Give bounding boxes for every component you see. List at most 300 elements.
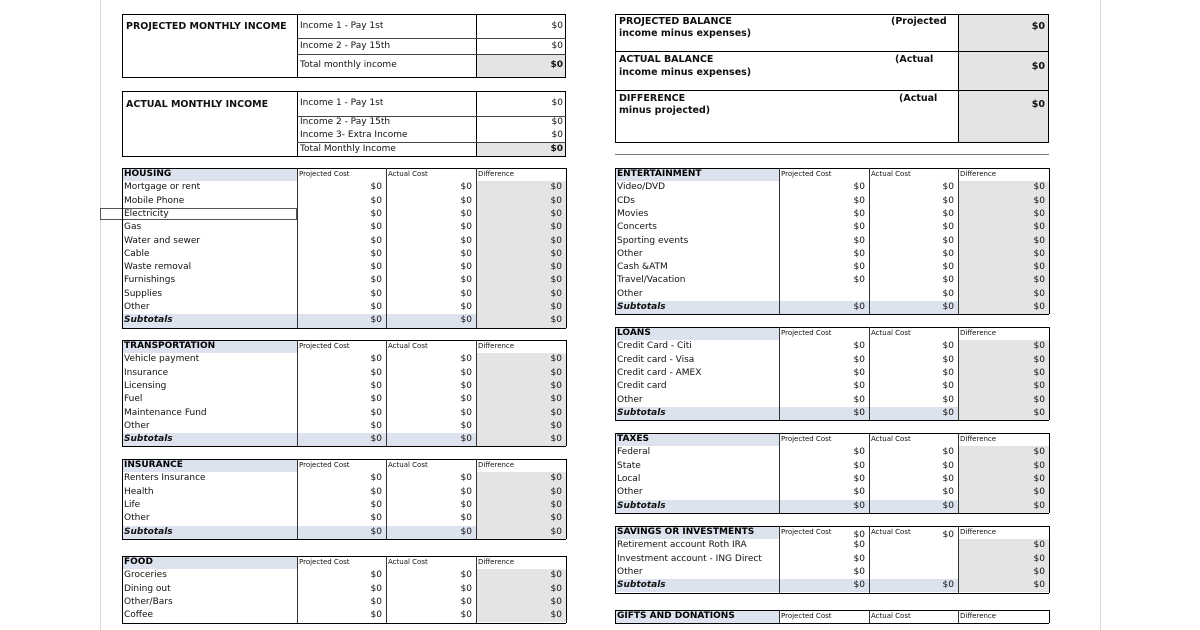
actual-cost-value[interactable]: $0 (460, 288, 472, 299)
table-border (1049, 327, 1050, 420)
expense-label[interactable]: Furnishings (124, 275, 176, 286)
column-divider (779, 327, 780, 420)
projected-cost-value[interactable]: $0 (370, 195, 382, 206)
expense-label[interactable]: Cash &ATM (617, 262, 668, 273)
difference-value: $0 (1033, 553, 1045, 564)
difference-value: $0 (1033, 262, 1045, 273)
column-divider (476, 459, 477, 539)
expense-label[interactable]: Waste removal (124, 262, 192, 273)
actual-cost-value[interactable]: $0 (942, 341, 954, 352)
difference-value: $0 (1033, 341, 1045, 352)
expense-label[interactable]: Gas (124, 222, 142, 233)
actual-income-3-value[interactable]: $0 (551, 130, 563, 140)
actual-cost-value[interactable]: $0 (460, 583, 472, 594)
projected-cost-value[interactable]: $0 (853, 354, 865, 365)
column-divider (779, 526, 780, 593)
difference-value: $0 (1033, 381, 1045, 392)
expense-label[interactable]: CDs (617, 195, 635, 206)
projected-cost-value[interactable]: $0 (853, 394, 865, 405)
projected-cost-value[interactable]: $0 (853, 222, 865, 233)
section-title[interactable]: SAVINGS OR INVESTMENTS (617, 527, 755, 537)
difference-value: $0 (1033, 394, 1045, 405)
projected-cost-value[interactable]: $0 (370, 407, 382, 418)
actual-cost-value[interactable]: $0 (460, 248, 472, 259)
header-projected-value[interactable]: $0 (853, 530, 865, 540)
table-border (566, 459, 567, 539)
actual-cost-value[interactable]: $0 (460, 354, 472, 365)
difference-value: $0 (550, 195, 562, 206)
section-title[interactable]: FOOD (124, 557, 153, 567)
column-divider (869, 327, 870, 420)
section-bottom-rule (122, 539, 566, 540)
column-header-projected: Projected Cost (781, 435, 832, 443)
difference-value: $0 (1033, 473, 1045, 484)
expense-label[interactable]: Health (124, 486, 154, 497)
projected-balance-value: $0 (1031, 21, 1045, 32)
expense-label[interactable]: Other (617, 248, 643, 259)
projected-cost-value[interactable]: $0 (370, 235, 382, 246)
actual-balance-value: $0 (1031, 61, 1045, 72)
actual-cost-value[interactable]: $0 (460, 610, 472, 621)
actual-cost-value[interactable]: $0 (460, 275, 472, 286)
expense-label[interactable]: Credit card - AMEX (617, 367, 702, 378)
expense-label[interactable]: Video/DVD (617, 182, 666, 193)
projected-cost-value[interactable]: $0 (370, 182, 382, 193)
projected-cost-value[interactable]: $0 (853, 473, 865, 484)
subtotal-difference: $0 (1033, 302, 1045, 312)
actual-cost-value[interactable]: $0 (460, 195, 472, 206)
subtotal-projected: $0 (370, 434, 382, 445)
projected-income-1-value[interactable]: $0 (551, 21, 563, 31)
section-title[interactable]: ENTERTAINMENT (617, 169, 702, 179)
projected-income-title: PROJECTED MONTHLY INCOME (126, 21, 287, 32)
difference-value: $0 (550, 288, 562, 299)
projected-balance-line1: PROJECTED BALANCE (619, 16, 732, 27)
column-divider (476, 340, 477, 446)
column-divider (869, 610, 870, 623)
projected-balance-note: (Projected (891, 16, 947, 27)
column-header-actual: Actual Cost (388, 461, 428, 469)
actual-cost-value[interactable]: $0 (460, 235, 472, 246)
actual-cost-value[interactable]: $0 (942, 487, 954, 498)
difference-value: $0 (550, 610, 562, 621)
section-title[interactable]: INSURANCE (124, 460, 183, 470)
subtotal-actual: $0 (942, 407, 954, 418)
actual-cost-value[interactable]: $0 (460, 570, 472, 581)
column-header-actual: Actual Cost (871, 528, 911, 536)
actual-cost-value[interactable]: $0 (942, 447, 954, 458)
subtotal-label: Subtotals (124, 315, 173, 326)
expense-label[interactable]: Credit Card - Citi (617, 341, 692, 352)
expense-label[interactable]: Licensing (124, 380, 167, 391)
section-bottom-rule (122, 328, 566, 329)
subtotal-label: Subtotals (617, 407, 666, 418)
subtotal-projected: $0 (370, 315, 382, 326)
column-divider (869, 433, 870, 513)
projected-cost-value[interactable]: $0 (853, 235, 865, 246)
projected-cost-value[interactable]: $0 (853, 566, 865, 577)
difference-value: $0 (550, 499, 562, 510)
column-header-projected: Projected Cost (781, 170, 832, 178)
actual-income-total-value[interactable]: $0 (550, 144, 563, 154)
column-header-difference: Difference (960, 170, 997, 178)
column-divider (476, 556, 477, 623)
difference-value: $0 (1033, 566, 1045, 577)
actual-cost-value[interactable]: $0 (460, 182, 472, 193)
table-border (615, 327, 616, 420)
table-border (1049, 610, 1050, 623)
table-border (122, 168, 123, 328)
expense-label[interactable]: Concerts (617, 222, 657, 233)
difference-line1: DIFFERENCE (619, 93, 686, 104)
expense-label[interactable]: Travel/Vacation (617, 275, 686, 286)
expense-label[interactable]: Insurance (124, 367, 169, 378)
actual-cost-value[interactable]: $0 (942, 182, 954, 193)
difference-value: $0 (1033, 487, 1045, 498)
actual-balance-value-cell[interactable] (958, 51, 1049, 91)
table-border (1049, 526, 1050, 593)
expense-label[interactable]: Fuel (124, 394, 143, 405)
actual-income-2-label[interactable]: Income 2 - Pay 15th (300, 117, 391, 127)
expense-label[interactable]: Coffee (124, 610, 154, 621)
projected-cost-value[interactable]: $0 (370, 354, 382, 365)
actual-cost-value[interactable]: $0 (460, 486, 472, 497)
table-border (566, 556, 567, 623)
projected-income-total-value[interactable]: $0 (550, 60, 563, 70)
column-divider (958, 433, 959, 513)
projected-cost-value[interactable]: $0 (370, 513, 382, 524)
difference-value: $0 (1033, 275, 1045, 286)
actual-income-1-value[interactable]: $0 (551, 98, 563, 108)
difference-value: $0 (1033, 182, 1045, 193)
projected-cost-value[interactable]: $0 (370, 380, 382, 391)
projected-cost-value[interactable]: $0 (370, 486, 382, 497)
actual-cost-value[interactable]: $0 (460, 367, 472, 378)
section-title[interactable]: HOUSING (124, 169, 172, 179)
difference-value: $0 (1033, 288, 1045, 299)
column-divider (476, 168, 477, 328)
expense-label[interactable]: Other (124, 513, 150, 524)
column-header-projected: Projected Cost (299, 342, 350, 350)
section-title[interactable]: GIFTS AND DONATIONS (617, 611, 735, 621)
column-header-difference: Difference (960, 435, 997, 443)
difference-value: $0 (1031, 99, 1045, 110)
section-bottom-rule (615, 513, 1049, 514)
projected-cost-value[interactable]: $0 (370, 596, 382, 607)
projected-balance-cell[interactable] (615, 14, 959, 52)
column-header-difference: Difference (478, 342, 515, 350)
actual-cost-value[interactable]: $0 (942, 288, 954, 299)
projected-cost-value[interactable]: $0 (853, 367, 865, 378)
column-divider (958, 526, 959, 593)
table-border (566, 340, 567, 446)
projected-cost-value[interactable]: $0 (853, 208, 865, 219)
subtotal-actual: $0 (460, 526, 472, 537)
table-border (1049, 433, 1050, 513)
difference-cell[interactable] (615, 90, 959, 143)
actual-cost-value[interactable]: $0 (460, 473, 472, 484)
expense-label[interactable]: Dining out (124, 583, 171, 594)
expense-label[interactable]: Supplies (124, 288, 163, 299)
actual-income-1-label[interactable]: Income 1 - Pay 1st (300, 98, 384, 108)
expense-label[interactable]: Local (617, 473, 641, 484)
expense-label[interactable]: Other (617, 288, 643, 299)
expense-label[interactable]: Other (124, 302, 150, 312)
difference-value-cell[interactable] (958, 90, 1049, 143)
projected-cost-value[interactable]: $0 (853, 182, 865, 193)
projected-income-2-label[interactable]: Income 2 - Pay 15th (300, 41, 391, 51)
expense-label[interactable]: Investment account - ING Direct (617, 553, 762, 564)
projected-cost-value[interactable]: $0 (853, 341, 865, 352)
table-border (615, 610, 616, 623)
subtotal-difference: $0 (1033, 580, 1045, 591)
column-header-actual: Actual Cost (871, 612, 911, 620)
subtotal-label: Subtotals (617, 580, 666, 591)
difference-value: $0 (550, 394, 562, 405)
projected-income-title-cell[interactable] (122, 14, 298, 78)
actual-cost-value[interactable]: $0 (460, 302, 472, 312)
subtotal-label: Subtotals (124, 434, 173, 445)
actual-cost-value[interactable]: $0 (942, 381, 954, 392)
section-bottom-rule (122, 446, 566, 447)
expense-label[interactable]: State (617, 460, 641, 471)
difference-value: $0 (550, 420, 562, 431)
expense-label[interactable]: Other (124, 420, 150, 431)
projected-cost-value[interactable]: $0 (853, 381, 865, 392)
section-bottom-rule (122, 623, 566, 624)
difference-value: $0 (550, 182, 562, 193)
expense-label[interactable]: Maintenance Fund (124, 407, 207, 418)
difference-value: $0 (550, 235, 562, 246)
difference-value: $0 (1033, 460, 1045, 471)
projected-cost-value[interactable]: $0 (370, 367, 382, 378)
projected-income-2-value[interactable]: $0 (551, 41, 563, 51)
projected-cost-value[interactable]: $0 (853, 195, 865, 206)
projected-balance-value-cell[interactable] (958, 14, 1049, 52)
difference-value: $0 (550, 486, 562, 497)
expense-label[interactable]: Other (617, 566, 643, 577)
actual-cost-value[interactable]: $0 (460, 208, 472, 219)
actual-cost-value[interactable]: $0 (460, 499, 472, 510)
actual-cost-value[interactable]: $0 (942, 460, 954, 471)
actual-balance-line2: income minus expenses) (619, 67, 752, 78)
column-header-actual: Actual Cost (388, 342, 428, 350)
subtotal-difference: $0 (550, 434, 562, 445)
projected-cost-value[interactable]: $0 (370, 262, 382, 273)
expense-label[interactable]: Credit card (617, 381, 667, 392)
header-actual-value[interactable]: $0 (942, 530, 954, 540)
actual-cost-value[interactable]: $0 (460, 222, 472, 233)
gridline (1100, 0, 1101, 630)
projected-cost-value[interactable]: $0 (370, 222, 382, 233)
expense-label[interactable]: Renters Insurance (124, 473, 206, 484)
actual-cost-value[interactable]: $0 (942, 248, 954, 259)
expense-label[interactable]: Federal (617, 447, 651, 458)
projected-cost-value[interactable]: $0 (853, 487, 865, 498)
difference-value: $0 (550, 473, 562, 484)
actual-cost-value[interactable]: $0 (460, 262, 472, 273)
expense-label[interactable]: Movies (617, 208, 649, 219)
projected-cost-value[interactable]: $0 (853, 540, 865, 551)
expense-label[interactable]: Electricity (124, 208, 169, 219)
projected-cost-value[interactable]: $0 (853, 447, 865, 458)
projected-cost-value[interactable]: $0 (370, 570, 382, 581)
projected-cost-value[interactable]: $0 (370, 275, 382, 286)
expense-label[interactable]: Other (617, 487, 643, 498)
actual-cost-value[interactable]: $0 (942, 354, 954, 365)
column-header-actual: Actual Cost (871, 329, 911, 337)
difference-value: $0 (1033, 222, 1045, 233)
column-divider (386, 459, 387, 539)
actual-income-2-value[interactable]: $0 (551, 117, 563, 127)
projected-cost-value[interactable]: $0 (853, 553, 865, 564)
subtotal-projected: $0 (853, 407, 865, 418)
column-header-projected: Projected Cost (781, 528, 832, 536)
column-header-difference: Difference (478, 558, 515, 566)
expense-label[interactable]: Other/Bars (124, 596, 173, 607)
difference-line2: minus projected) (619, 105, 711, 116)
actual-cost-value[interactable]: $0 (460, 513, 472, 524)
difference-note: (Actual (899, 93, 938, 104)
difference-value: $0 (1033, 447, 1045, 458)
column-divider (386, 556, 387, 623)
subtotal-actual: $0 (942, 302, 954, 312)
section-title[interactable]: TRANSPORTATION (124, 341, 216, 351)
column-divider (297, 340, 298, 446)
column-header-projected: Projected Cost (299, 461, 350, 469)
column-divider (297, 168, 298, 328)
section-bottom-rule (615, 623, 1049, 624)
section-title[interactable]: LOANS (617, 328, 651, 338)
subtotal-actual: $0 (460, 434, 472, 445)
column-header-difference: Difference (478, 170, 515, 178)
difference-value: $0 (1033, 235, 1045, 246)
actual-cost-value[interactable]: $0 (942, 208, 954, 219)
expense-label[interactable]: Water and sewer (124, 235, 201, 246)
column-header-projected: Projected Cost (299, 558, 350, 566)
actual-cost-value[interactable]: $0 (460, 596, 472, 607)
subtotal-label: Subtotals (617, 302, 666, 312)
subtotal-projected: $0 (853, 580, 865, 591)
projected-income-total-label[interactable]: Total monthly income (300, 60, 397, 70)
projected-income-1-label[interactable]: Income 1 - Pay 1st (300, 21, 384, 31)
column-header-actual: Actual Cost (871, 170, 911, 178)
column-header-difference: Difference (960, 612, 997, 620)
difference-value: $0 (550, 380, 562, 391)
column-header-actual: Actual Cost (388, 170, 428, 178)
expense-label[interactable]: Groceries (124, 570, 167, 581)
column-divider (869, 526, 870, 593)
actual-income-3-label[interactable]: Income 3- Extra Income (300, 130, 408, 140)
subtotal-difference: $0 (1033, 407, 1045, 418)
difference-value: $0 (1033, 248, 1045, 259)
actual-cost-value[interactable]: $0 (460, 380, 472, 391)
projected-cost-value[interactable]: $0 (370, 583, 382, 594)
projected-cost-value[interactable]: $0 (853, 262, 865, 273)
actual-cost-value[interactable]: $0 (942, 367, 954, 378)
expense-label[interactable]: Cable (124, 248, 150, 259)
projected-cost-value[interactable]: $0 (370, 420, 382, 431)
difference-value: $0 (550, 407, 562, 418)
actual-cost-value[interactable]: $0 (942, 222, 954, 233)
projected-cost-value[interactable]: $0 (853, 460, 865, 471)
actual-cost-value[interactable]: $0 (942, 394, 954, 405)
expense-label[interactable]: Sporting events (617, 235, 689, 246)
column-divider (958, 610, 959, 623)
projected-cost-value[interactable]: $0 (370, 302, 382, 312)
actual-income-total-label[interactable]: Total Monthly Income (300, 144, 396, 154)
projected-cost-value[interactable]: $0 (370, 248, 382, 259)
column-header-difference: Difference (478, 461, 515, 469)
actual-cost-value[interactable]: $0 (942, 473, 954, 484)
subtotal-difference: $0 (550, 526, 562, 537)
projected-cost-value[interactable]: $0 (370, 499, 382, 510)
difference-value: $0 (1033, 195, 1045, 206)
subtotal-difference: $0 (1033, 500, 1045, 511)
column-divider (779, 610, 780, 623)
subtotal-projected: $0 (370, 526, 382, 537)
difference-value: $0 (550, 570, 562, 581)
column-divider (297, 459, 298, 539)
expense-label[interactable]: Retirement account Roth IRA (617, 540, 747, 551)
divider (615, 154, 1049, 155)
section-title[interactable]: TAXES (617, 434, 649, 444)
column-header-difference: Difference (960, 528, 997, 536)
actual-cost-value[interactable]: $0 (460, 394, 472, 405)
projected-cost-value[interactable]: $0 (370, 288, 382, 299)
table-border (122, 459, 123, 539)
difference-value: $0 (550, 275, 562, 286)
column-divider (779, 433, 780, 513)
expense-label[interactable]: Other (617, 394, 643, 405)
actual-cost-value[interactable]: $0 (942, 195, 954, 206)
expense-label[interactable]: Mortgage or rent (124, 182, 201, 193)
actual-income-title-cell[interactable] (122, 91, 298, 157)
actual-cost-value[interactable]: $0 (942, 275, 954, 286)
subtotal-actual: $0 (942, 580, 954, 591)
subtotal-projected: $0 (853, 500, 865, 511)
actual-balance-cell[interactable] (615, 51, 959, 91)
actual-balance-note: (Actual (895, 54, 934, 65)
column-divider (297, 556, 298, 623)
expense-label[interactable]: Credit card - Visa (617, 354, 695, 365)
gridline (100, 0, 101, 630)
projected-cost-value[interactable]: $0 (853, 248, 865, 259)
actual-cost-value[interactable]: $0 (942, 262, 954, 273)
subtotal-actual: $0 (942, 500, 954, 511)
projected-cost-value[interactable]: $0 (853, 275, 865, 286)
projected-cost-value[interactable]: $0 (370, 473, 382, 484)
column-divider (386, 340, 387, 446)
column-divider (869, 168, 870, 314)
difference-value: $0 (550, 302, 562, 312)
expense-label[interactable]: Life (124, 499, 141, 510)
projected-cost-value[interactable]: $0 (370, 610, 382, 621)
actual-cost-value[interactable]: $0 (460, 407, 472, 418)
projected-cost-value[interactable]: $0 (370, 394, 382, 405)
table-border (615, 168, 616, 314)
column-header-projected: Projected Cost (781, 329, 832, 337)
actual-cost-value[interactable]: $0 (942, 235, 954, 246)
projected-cost-value[interactable]: $0 (370, 208, 382, 219)
table-border (615, 526, 616, 593)
column-header-projected: Projected Cost (781, 612, 832, 620)
column-header-difference: Difference (960, 329, 997, 337)
actual-cost-value[interactable]: $0 (460, 420, 472, 431)
expense-label[interactable]: Vehicle payment (124, 354, 200, 365)
expense-label[interactable]: Mobile Phone (124, 195, 185, 206)
difference-value: $0 (550, 583, 562, 594)
